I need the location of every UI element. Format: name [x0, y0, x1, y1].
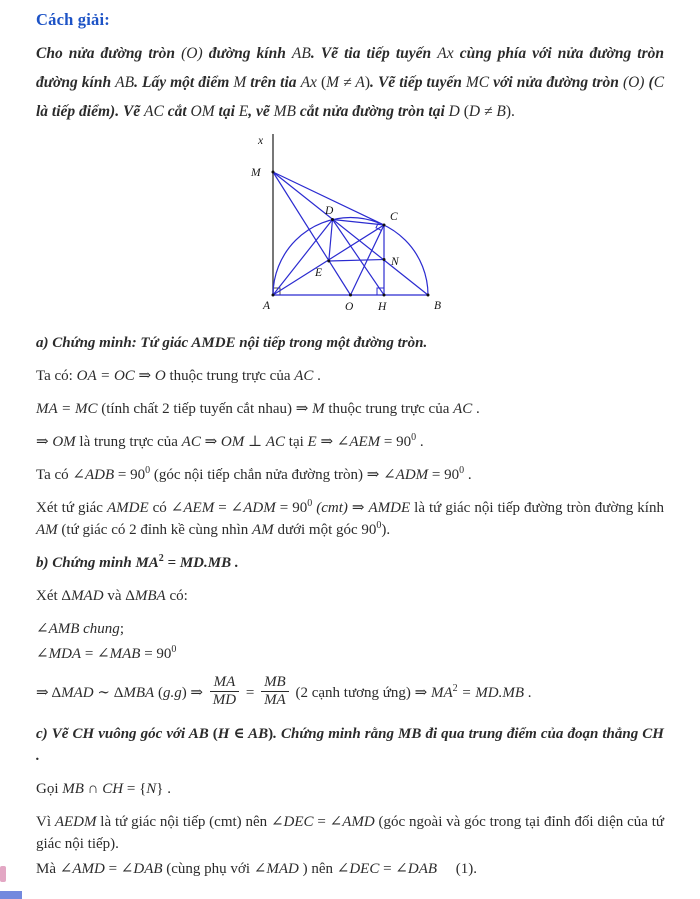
section-a-heading: a) Chứng minh: Tứ giác AMDE nội tiếp trong một đường tròn. [36, 335, 428, 351]
geometry-figure [225, 128, 485, 328]
segment-EN [329, 260, 384, 262]
section-a-statement-5: Xét tứ giác AMDE có ∠AEM = ∠ADM = $90^0$ (cmt) ⇒ AMDE là tứ giác nội tiếp đường tròn đường kính AM (tứ giác có 2 đỉnh kề cùng nhìn AM dưới một góc $90^0$). [36, 498, 664, 538]
section-c-statement-3: Mà ∠AMD = ∠DAB (cùng phụ với ∠MAD ) nên ∠DEC = ∠DAB (1). [36, 860, 478, 877]
label-x: x [258, 135, 264, 147]
segment-DE [329, 220, 333, 262]
point-D [331, 218, 334, 221]
section-c-statement-2: Vì AEDM là tứ giác nội tiếp (cmt) nên ∠DEC = ∠AMD (góc ngoài và góc trong tại đỉnh đối diện của tứ giác nội tiếp). [36, 813, 665, 852]
label-B: B [434, 300, 442, 312]
point-M [272, 171, 275, 174]
label-M: M [251, 167, 261, 179]
section-a-statement-2: MA = MC (tính chất 2 tiếp tuyến cắt nhau) ⇒ M thuộc trung trực của AC . [36, 401, 480, 417]
figure-lines [273, 172, 428, 295]
scan-artifact-pink [0, 866, 6, 882]
point-E [327, 260, 330, 263]
section-b-statement-3: ∠MDA = ∠MAB = $90^0$ [36, 644, 177, 662]
section-b-statement-2: ∠AMB chung; [36, 621, 124, 637]
segment-MB [273, 172, 428, 295]
section-c-heading: c) Vẽ CH vuông góc với AB (H ∈ AB). Chứng minh rằng MB đi qua trung điểm của đoạn thẳng CH . [36, 725, 664, 764]
label-O: O [345, 301, 354, 313]
section-b-heading: b) Chứng minh $MA^2 = MD.MB$ . [36, 553, 239, 571]
geometry-figure-svg [225, 128, 485, 328]
label-D: D [325, 205, 334, 217]
point-C [383, 224, 386, 227]
label-E: E [315, 267, 323, 279]
section-a-statement-1: Ta có: OA = OC ⇒ O thuộc trung trực của AC . [36, 368, 321, 384]
segment-AD [273, 220, 333, 296]
scan-artifact-blue [0, 891, 22, 899]
point-N [383, 258, 386, 261]
segment-DH [333, 220, 385, 296]
point-A [272, 294, 275, 297]
section-c-statement-1: Gọi MB ∩ CH = {N} . [36, 780, 171, 797]
point-O [349, 294, 352, 297]
problem-statement: Cho nửa đường tròn (O) đường kính AB. Vẽ tia tiếp tuyến Ax cùng phía với nửa đường tròn đường kính AB. Lấy một điểm M trên tia Ax (M ≠ A). Vẽ tiếp tuyến MC với nửa đường tròn (O) (C là tiếp điểm). Vẽ AC cắt OM tại E, vẽ MB cắt nửa đường tròn tại D (D ≠ B). [36, 45, 665, 120]
section-a-statement-4: Ta có ∠ADB = $90^0$ (góc nội tiếp chắn nửa đường tròn) ⇒ ∠ADM = $90^0$ . [36, 465, 472, 483]
label-H: H [378, 301, 387, 313]
label-C: C [390, 211, 398, 223]
label-N: N [391, 256, 399, 268]
section-b-statement-4: ⇒ ΔMAD ∼ ΔMBA (g.g) ⇒ $\frac{MA}{MD}$ = $\frac{MB}{MA}$ (2 cạnh tương ứng) ⇒ $MA^2 = MD.MB$ . [36, 674, 532, 709]
point-H [383, 294, 386, 297]
solution-heading: Cách giải: [36, 10, 110, 29]
section-b-statement-1: Xét ΔMAD và ΔMBA có: [36, 588, 188, 604]
point-B [427, 294, 430, 297]
section-a-statement-3: ⇒ OM là trung trực của AC ⇒ OM ⊥ AC tại E ⇒ ∠AEM = $90^0$ . [36, 432, 424, 450]
semicircle-arc [273, 218, 428, 295]
label-A: A [263, 300, 271, 312]
